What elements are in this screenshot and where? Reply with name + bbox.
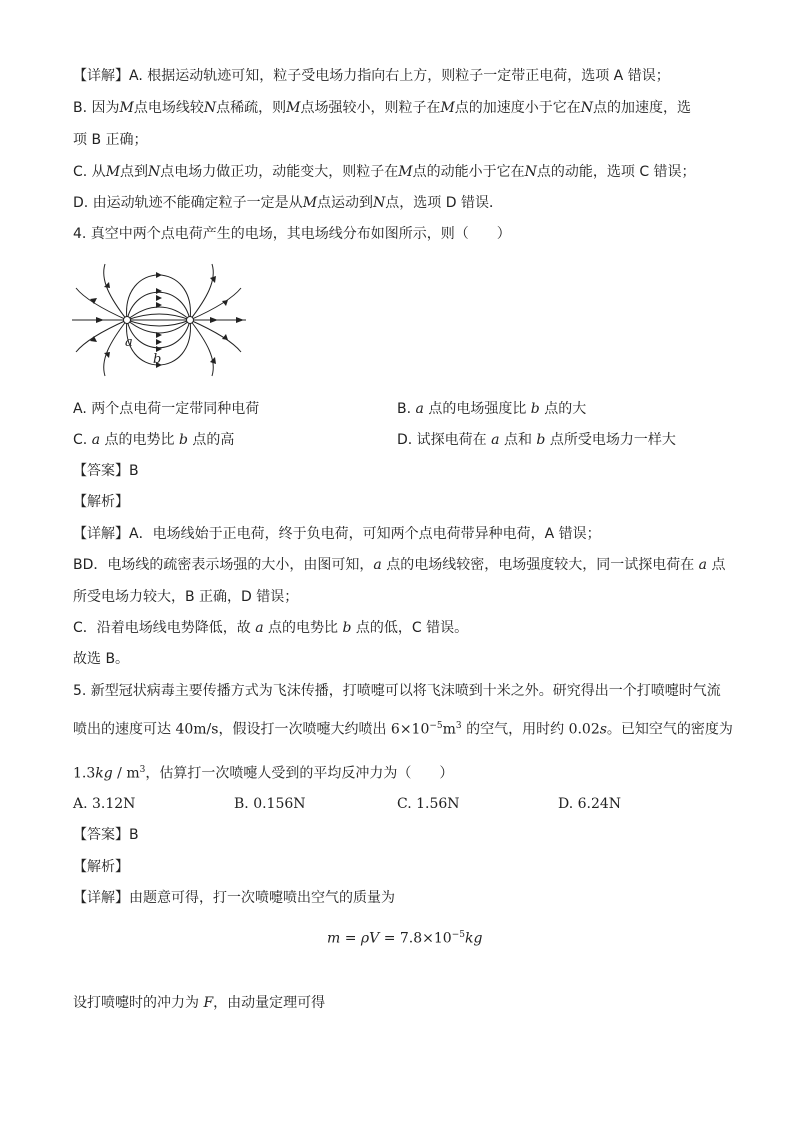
var-M: M bbox=[286, 100, 301, 116]
text: 点 bbox=[707, 557, 726, 573]
var-b: b bbox=[342, 620, 352, 636]
option-a: A. 两个点电荷一定带同种电荷 bbox=[73, 401, 260, 417]
question-stem: 4. 真空中两个点电荷产生的电场，其电场线分布如图所示，则（ ） bbox=[73, 226, 511, 242]
detail-line bbox=[73, 98, 691, 118]
var-m: m bbox=[327, 930, 341, 947]
analysis-label: 【解析】 bbox=[73, 859, 129, 875]
text: D. 试探电荷在 bbox=[397, 432, 492, 448]
var-M: M bbox=[302, 195, 318, 211]
detail-line bbox=[73, 555, 725, 575]
text: ，估算打一次喷嚏人受到的平均反冲力为（ ） bbox=[145, 765, 454, 782]
point-charge bbox=[187, 317, 194, 324]
text: 点的动能，选项 C 错误； bbox=[536, 164, 696, 180]
volume-value: 6×10 bbox=[390, 721, 430, 738]
text: 点的高 bbox=[187, 432, 235, 448]
point-charge bbox=[124, 317, 131, 324]
exponent: −5 bbox=[429, 721, 443, 731]
field-line bbox=[127, 320, 190, 333]
text: 。已知空气的密度为 bbox=[606, 721, 733, 738]
text: 点和 bbox=[499, 432, 537, 448]
var-b: b bbox=[530, 401, 540, 417]
question-stem bbox=[73, 716, 733, 740]
detail-line: 【详解】A. 根据运动轨迹可知，粒子受电场力指向右上方，则粒子一定带正电荷，选项 A 错误； bbox=[73, 68, 670, 84]
detail-line: 【详解】由题意可得，打一次喷嚏喷出空气的质量为 bbox=[73, 890, 395, 906]
var-M: M bbox=[440, 100, 455, 116]
detail-line bbox=[73, 162, 696, 182]
answer-label: 【答案】B bbox=[73, 827, 139, 843]
text: B. 因为 bbox=[73, 100, 120, 116]
text: 点的大 bbox=[539, 401, 587, 417]
detail-line: 故选 B。 bbox=[73, 651, 130, 667]
option-b bbox=[397, 399, 586, 419]
var-N: N bbox=[203, 100, 217, 116]
mass-equation bbox=[327, 925, 482, 949]
option-d: D. 6.24N bbox=[558, 796, 622, 812]
field-line bbox=[190, 320, 213, 376]
text: C. bbox=[73, 432, 92, 448]
option-c bbox=[73, 430, 234, 450]
var-M: M bbox=[105, 164, 121, 180]
var-rhoV: ρV bbox=[360, 930, 380, 947]
field-line bbox=[190, 320, 241, 352]
var-a: a bbox=[415, 401, 424, 417]
detail-line: 所受电场力较大，B 正确，D 错误； bbox=[73, 589, 299, 605]
answer-label: 【答案】B bbox=[73, 463, 139, 479]
field-line bbox=[127, 307, 190, 320]
text: 点的电势比 bbox=[100, 432, 179, 448]
unit: s bbox=[599, 721, 607, 738]
electric-field-figure bbox=[70, 258, 250, 383]
label-b: b bbox=[153, 352, 162, 367]
text: 设打喷嚏时的冲力为 bbox=[73, 995, 204, 1011]
speed-value: 40m/s bbox=[175, 721, 219, 738]
text: C．沿着电场线电势降低，故 bbox=[73, 620, 256, 636]
exponent: 3 bbox=[455, 721, 462, 731]
var-b: b bbox=[536, 432, 546, 448]
field-line bbox=[104, 320, 127, 376]
text: = bbox=[340, 930, 361, 947]
question-stem bbox=[73, 760, 453, 784]
field-line bbox=[104, 264, 127, 320]
detail-line bbox=[73, 618, 468, 638]
unit: m bbox=[442, 721, 456, 738]
unit: kg bbox=[95, 765, 113, 782]
text: 点的加速度小于它在 bbox=[454, 100, 581, 116]
text: 点场强较小，则粒子在 bbox=[300, 100, 441, 116]
time-value: 0.02 bbox=[568, 721, 600, 738]
question-stem: 5. 新型冠状病毒主要传播方式为飞沫传播，打喷嚏可以将飞沫喷到十米之外。研究得出一个打喷嚏时气流 bbox=[73, 683, 721, 699]
field-line bbox=[190, 264, 213, 320]
var-N: N bbox=[580, 100, 594, 116]
text: 点的低，C 错误。 bbox=[351, 620, 469, 636]
text: C. 从 bbox=[73, 164, 106, 180]
detail-line bbox=[73, 193, 503, 213]
var-M: M bbox=[398, 164, 413, 180]
text: 喷出的速度可达 bbox=[73, 721, 176, 738]
text: 点的电场强度比 bbox=[423, 401, 531, 417]
field-line bbox=[127, 314, 190, 320]
text: 点稀疏，则 bbox=[216, 100, 287, 116]
var-a: a bbox=[491, 432, 500, 448]
var-a: a bbox=[373, 557, 382, 573]
text: 点电场力做正功，动能变大，则粒子在 bbox=[160, 164, 399, 180]
detail-line: 项 B 正确； bbox=[73, 132, 148, 148]
var-a: a bbox=[698, 557, 708, 573]
field-line bbox=[76, 288, 127, 320]
text: 点到 bbox=[120, 164, 149, 180]
text: 点电场线较 bbox=[133, 100, 204, 116]
exponent: −5 bbox=[451, 930, 465, 940]
option-b: B. 0.156N bbox=[234, 796, 306, 812]
detail-line: 【详解】A．电场线始于正电荷，终于负电荷，可知两个点电荷带异种电荷，A 错误； bbox=[73, 526, 601, 542]
field-line bbox=[127, 320, 190, 326]
var-b: b bbox=[178, 432, 188, 448]
option-d bbox=[397, 430, 676, 450]
option-a: A. 3.12N bbox=[73, 796, 136, 812]
text: 点的动能小于它在 bbox=[412, 164, 525, 180]
text: D. 由运动轨迹不能确定粒子一定是从 bbox=[73, 195, 303, 211]
text: ，假设打一次喷嚏大约喷出 bbox=[218, 721, 391, 738]
text: 点的电场线较密，电场强度较大，同一试探电荷在 bbox=[381, 557, 699, 573]
var-F: F bbox=[203, 995, 214, 1011]
text: 点运动到 bbox=[317, 195, 374, 211]
unit: / m bbox=[112, 765, 140, 782]
var-N: N bbox=[373, 195, 386, 211]
label-a: a bbox=[125, 335, 133, 350]
unit: kg bbox=[465, 930, 483, 947]
text: B. bbox=[397, 401, 416, 417]
text: 点，选项 D 错误． bbox=[385, 195, 503, 211]
analysis-label: 【解析】 bbox=[73, 494, 129, 510]
text: = 7.8×10 bbox=[379, 930, 452, 947]
text: 点所受电场力一样大 bbox=[545, 432, 676, 448]
var-a: a bbox=[255, 620, 264, 636]
text: BD．电场线的疏密表示场强的大小，由图可知， bbox=[73, 557, 374, 573]
field-line bbox=[190, 288, 241, 320]
density-value: 1.3 bbox=[73, 765, 96, 782]
var-N: N bbox=[148, 164, 161, 180]
text: ，由动量定理可得 bbox=[213, 995, 326, 1011]
var-M: M bbox=[119, 100, 134, 116]
field-line bbox=[76, 320, 127, 352]
var-N: N bbox=[524, 164, 537, 180]
text: 的空气，用时约 bbox=[461, 721, 569, 738]
exponent: 3 bbox=[139, 765, 146, 775]
text: 点的加速度，选 bbox=[593, 100, 692, 116]
text: 点的电势比 bbox=[263, 620, 343, 636]
option-c: C. 1.56N bbox=[397, 796, 460, 812]
detail-line bbox=[73, 993, 325, 1013]
var-a: a bbox=[91, 432, 101, 448]
